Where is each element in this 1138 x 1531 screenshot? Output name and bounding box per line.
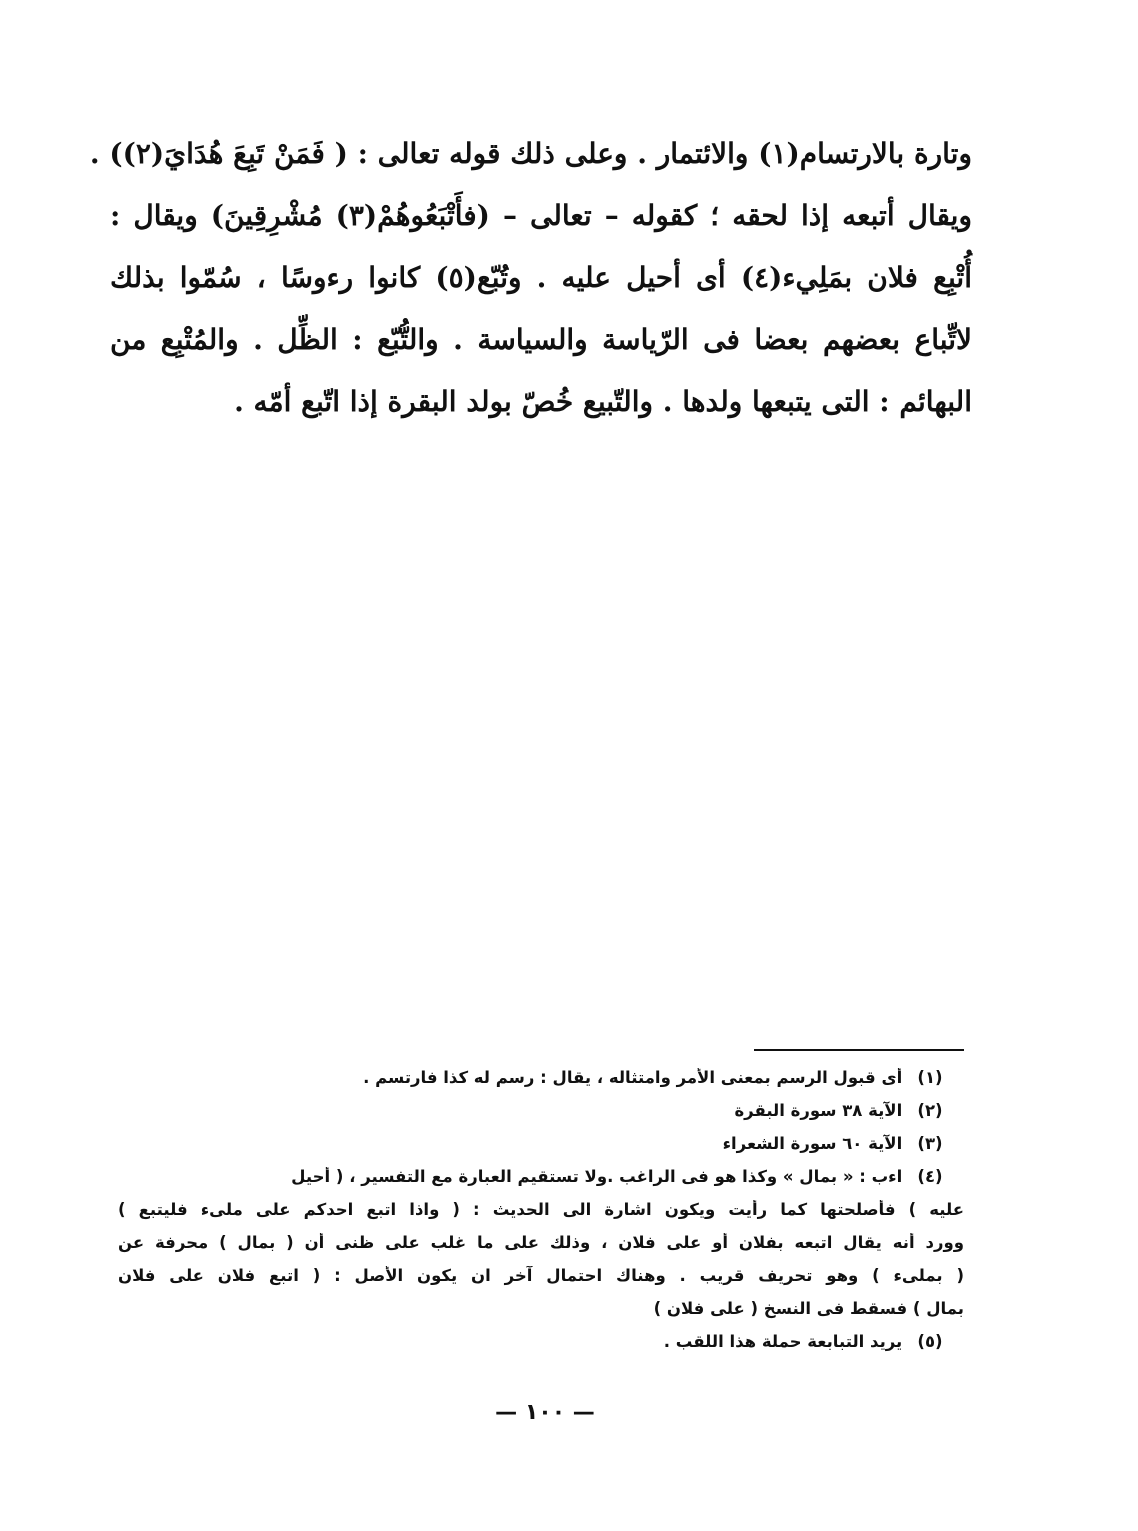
footnote-text: أى قبول الرسم بمعنى الأمر وامتثاله ، يقال : رسم له كذا فارتسم . (363, 1068, 903, 1087)
footnote-4-continuation: بمال ) فسقط فى النسخ ( على فلان ) (653, 1299, 964, 1318)
footnote-text: الآية ٣٨ سورة البقرة (734, 1101, 903, 1120)
footnote-number: (٢) (917, 1101, 943, 1120)
main-text-line: وتارة بالارتسام(١) والائتمار . وعلى ذلك قوله تعالى : ( فَمَنْ تَبِعَ هُدَايَ(٢)) . (89, 137, 972, 170)
footnote-4-continuation: وورد أنه يقال اتبعه بفلان أو على فلان ، وذلك على ما غلب على ظنى أن ( بمال ) محرفة عن (118, 1233, 964, 1252)
footnote-number: (٥) (917, 1332, 943, 1351)
page-number: — ١٠٠ — (495, 1400, 595, 1425)
footnote-4-continuation: عليه ) فأصلحتها كما رأيت ويكون اشارة الى الحديث : ( واذا اتبع احدكم على ملىء فليتبع ) (118, 1200, 964, 1219)
main-text-line: البهائم : التى يتبعها ولدها . والتّبيع خُصّ بولد البقرة إذا اتّبع أمّه . (234, 385, 972, 418)
footnote-4 (118, 1167, 964, 1200)
main-text-line: ويقال أتبعه إذا لحقه ؛ كقوله – تعالى – (فأَتْبَعُوهُمْ(٣) مُشْرِقِينَ) ويقال : (110, 199, 972, 232)
main-text-line: لاتِّباع بعضهم بعضا فى الرّياسة والسياسة . والتُّبّع : الظِّل . والمُتْبِع من (110, 323, 972, 356)
footnote-5 (118, 1332, 964, 1365)
footnote-text: اءب : « بمال » وكذا هو فى الراغب .ولا تستقيم العبارة مع التفسير ، ( أحيل (291, 1167, 903, 1186)
footnote-2 (118, 1101, 964, 1134)
footnote-text: يريد التبابعة حملة هذا اللقب . (663, 1332, 903, 1351)
footnote-text: الآية ٦٠ سورة الشعراء (722, 1134, 903, 1153)
footnote-number: (٣) (917, 1134, 943, 1153)
main-text-line: أُتْبِع فلان بمَلِيء(٤) أى أحيل عليه . وتُبّع(٥) كانوا رءوسًا ، سُمّوا بذلك (110, 261, 972, 294)
footnotes (118, 1068, 964, 1365)
footnote-4-continuation: ( بملىء ) وهو تحريف قريب . وهناك احتمال آخر ان يكون الأصل : ( اتبع فلان على فلان (118, 1266, 964, 1285)
footnote-number: (٤) (917, 1167, 943, 1186)
footnote-3 (118, 1134, 964, 1167)
footnote-number: (١) (917, 1068, 943, 1087)
footnote-1 (118, 1068, 964, 1101)
main-text (89, 137, 972, 448)
footnote-separator (754, 1049, 964, 1051)
